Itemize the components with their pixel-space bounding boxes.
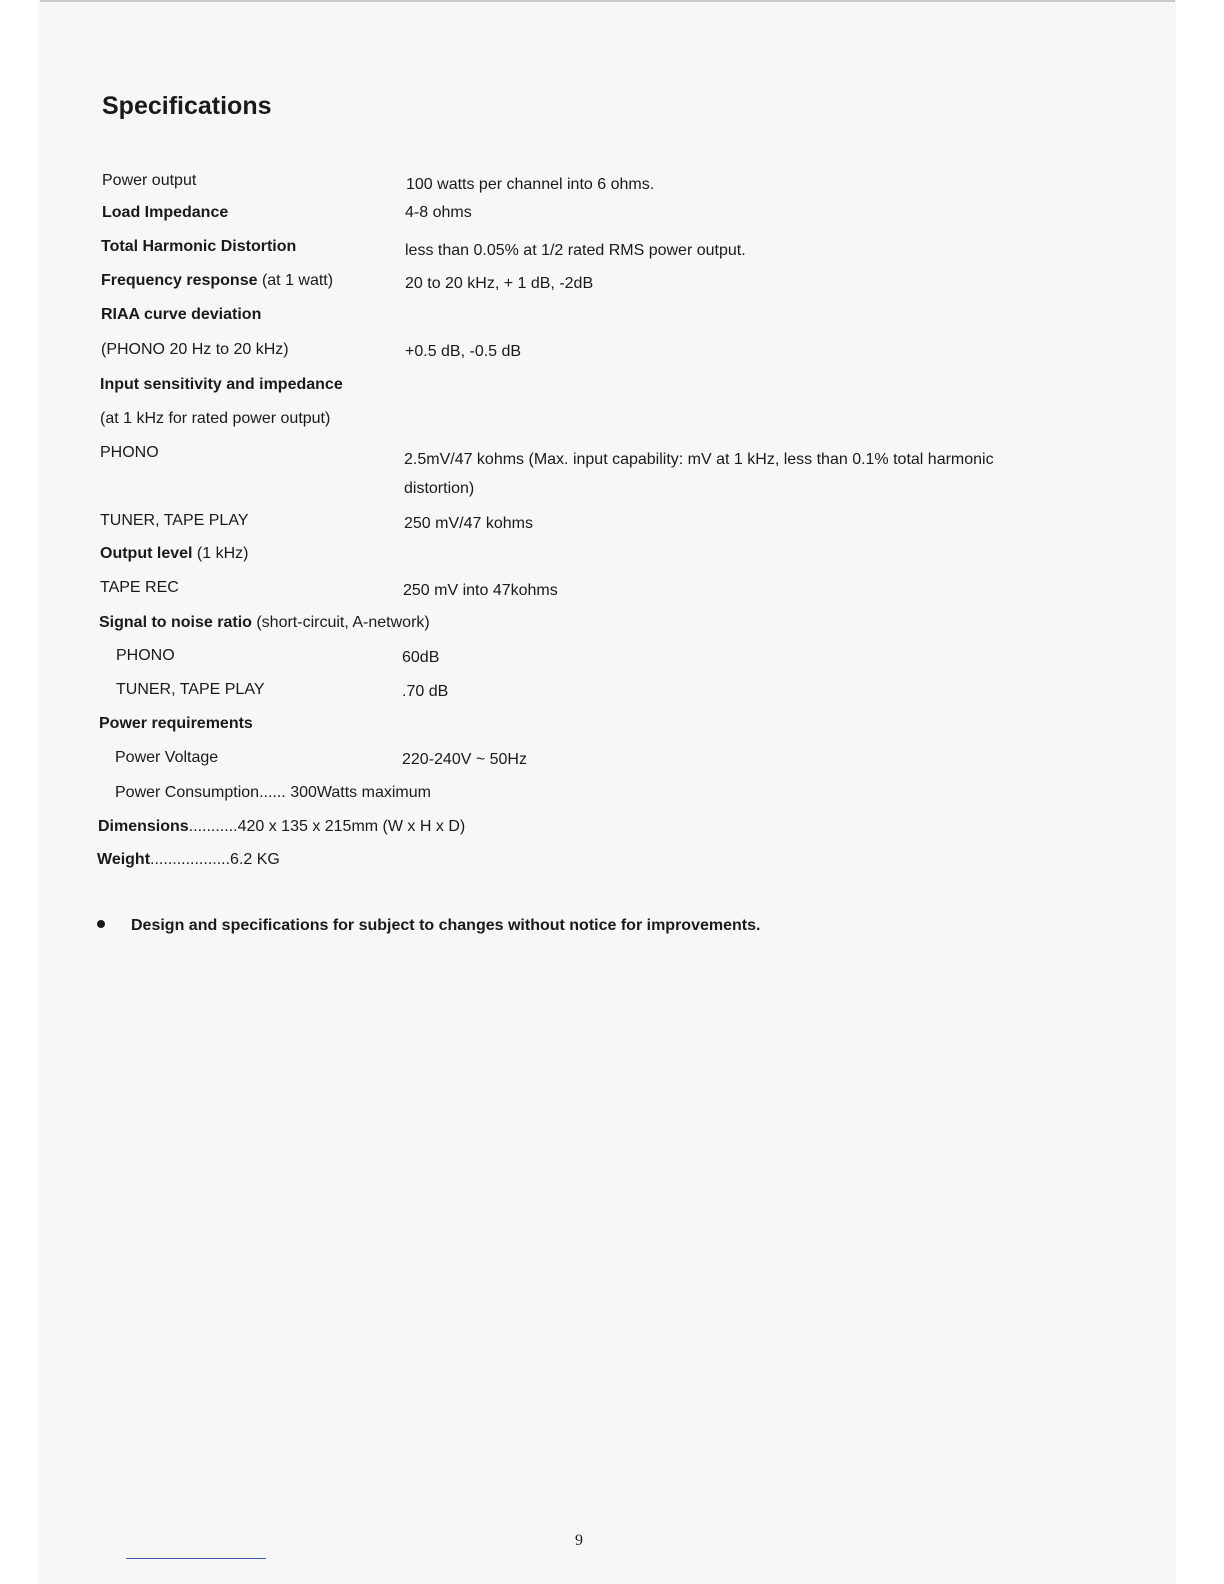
spec-label-group <box>100 544 248 564</box>
spec-label: Power requirements <box>99 715 253 732</box>
spec-label-group <box>101 271 333 291</box>
spec-value: ...........420 x 135 x 215mm (W x H x D) <box>188 818 466 835</box>
spec-value: 220-240V ~ 50Hz <box>402 751 527 768</box>
spec-value: .70 dB <box>402 683 449 700</box>
spec-value: less than 0.05% at 1/2 rated RMS power output. <box>405 242 746 259</box>
spec-label: Power output <box>102 172 197 189</box>
spec-value: 4-8 ohms <box>405 204 472 221</box>
spec-label-group <box>98 817 465 837</box>
spec-label: Total Harmonic Distortion <box>101 238 297 255</box>
spec-label: Weight <box>97 851 151 868</box>
spec-label-suffix: (short-circuit, A-network) <box>251 614 430 631</box>
spec-value: 250 mV into 47kohms <box>403 582 558 599</box>
spec-label: Load Impedance <box>102 204 229 221</box>
spec-value: 60dB <box>402 649 440 666</box>
spec-label: PHONO <box>116 647 175 664</box>
spec-label: Power Voltage <box>115 749 219 766</box>
spec-label: Frequency response <box>101 272 258 289</box>
footer-rule <box>126 1558 266 1559</box>
bullet-icon <box>97 920 105 928</box>
spec-value: 250 mV/47 kohms <box>404 515 533 532</box>
footnote-text: Design and specifications for subject to changes without notice for improvements. <box>131 917 761 934</box>
spec-label: Dimensions <box>98 818 189 835</box>
spec-label-suffix: (1 kHz) <box>192 545 249 562</box>
spec-value: 20 to 20 kHz, + 1 dB, -2dB <box>405 275 594 292</box>
spec-value: +0.5 dB, -0.5 dB <box>405 343 522 360</box>
spec-label: TUNER, TAPE PLAY <box>116 681 265 698</box>
spec-value: ..................6.2 KG <box>150 851 280 868</box>
spec-label: (at 1 kHz for rated power output) <box>100 410 331 427</box>
spec-label: (PHONO 20 Hz to 20 kHz) <box>101 341 289 358</box>
spec-label: RIAA curve deviation <box>101 306 262 323</box>
footnote <box>97 917 760 935</box>
spec-label: Signal to noise ratio <box>99 614 252 631</box>
spec-value: 2.5mV/47 kohms (Max. input capability: mV at 1 kHz, less than 0.1% total harmonic <box>404 451 994 468</box>
spec-label-group <box>99 613 430 633</box>
spec-label: PHONO <box>100 444 159 461</box>
spec-label-group <box>97 850 280 870</box>
spec-value: 100 watts per channel into 6 ohms. <box>406 176 655 193</box>
spec-label-suffix: (at 1 watt) <box>257 272 334 289</box>
page-number: 9 <box>575 1532 583 1549</box>
spec-label: Input sensitivity and impedance <box>100 376 343 393</box>
spec-label: TUNER, TAPE PLAY <box>100 512 249 529</box>
top-edge-line <box>40 0 1175 2</box>
page-title: Specifications <box>102 92 272 120</box>
spec-label: Power Consumption...... 300Watts maximum <box>115 784 431 801</box>
spec-value-continued: distortion) <box>404 480 475 497</box>
spec-label: Output level <box>100 545 193 562</box>
spec-label: TAPE REC <box>100 579 179 596</box>
